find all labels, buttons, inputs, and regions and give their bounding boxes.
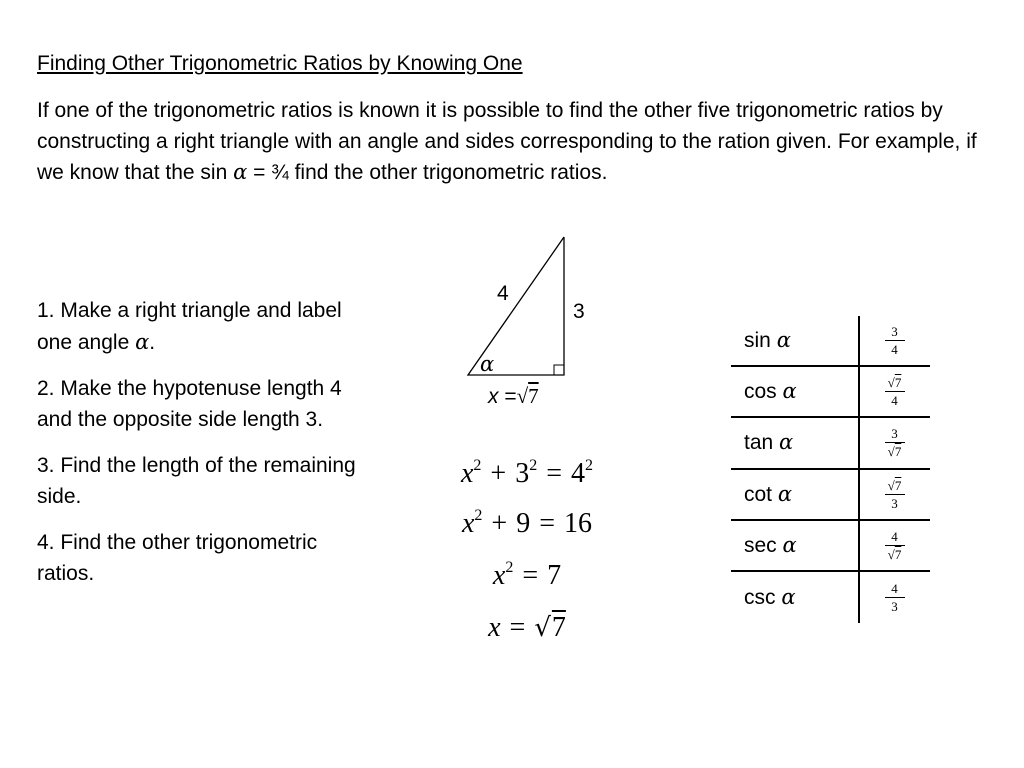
radicand: 7	[894, 546, 902, 562]
step-1-alpha: α	[135, 329, 150, 354]
fn-alpha: α	[781, 585, 796, 610]
intro-alpha: α	[233, 160, 248, 184]
ratio-fn	[731, 379, 859, 404]
ratio-value	[859, 375, 930, 408]
denominator	[888, 547, 902, 562]
steps-list	[37, 296, 367, 605]
fraction-bar	[885, 597, 905, 598]
step-1	[37, 296, 367, 358]
eq2-plus: +	[491, 508, 508, 539]
numerator: 3	[891, 324, 898, 340]
ratio-value	[859, 324, 930, 357]
fn-name: sin	[744, 329, 771, 353]
fn-alpha: α	[777, 481, 793, 506]
right-triangle-diagram	[462, 234, 574, 380]
opposite-side-label: 3	[573, 300, 585, 323]
numerator	[888, 375, 902, 390]
radicand: 7	[894, 477, 902, 493]
numerator: 4	[891, 581, 898, 597]
eq4-c: 7	[551, 612, 566, 643]
denominator: 4	[891, 342, 898, 358]
intro-text-end: = ¾ find the other trigonometric ratios.	[253, 161, 608, 184]
intro-text-start: If one of the trigonometric ratios is known it is possible to find the other five trigonometric ratios by constructing a right triangle with an angle and sides corresponding to the ration given. For example, if we know that the sin	[37, 99, 977, 184]
root-sign: √	[887, 375, 895, 391]
step-3: 3. Find the length of the remaining side.	[37, 454, 356, 508]
fraction-bar	[885, 494, 905, 495]
fraction-bar	[885, 391, 905, 392]
ratio-table	[731, 316, 930, 623]
ratio-row-cos	[731, 367, 930, 418]
adjacent-side-label	[488, 384, 539, 409]
denominator: 3	[891, 495, 898, 511]
ratio-fn	[731, 482, 859, 507]
eq4-root-sign: √	[534, 613, 551, 643]
equation-4	[488, 612, 566, 644]
adjacent-root-value: 7	[528, 384, 539, 408]
root-sign: √	[887, 546, 895, 562]
eq1-b: 3	[515, 458, 530, 489]
ratio-value	[859, 581, 930, 614]
ratio-row-tan	[731, 418, 930, 469]
ratio-value	[859, 478, 930, 511]
equation-3	[493, 560, 561, 592]
eq3-x-exp: 2	[505, 559, 514, 576]
eq2-equals: =	[539, 508, 556, 539]
denominator: 3	[891, 599, 898, 615]
numerator	[888, 478, 902, 493]
ratio-row-sec	[731, 521, 930, 572]
adjacent-root	[517, 384, 539, 408]
ratio-fn	[731, 585, 859, 610]
hypotenuse-label: 4	[497, 282, 509, 305]
eq2-c: 16	[564, 508, 593, 539]
page-heading: Finding Other Trigonometric Ratios by Knowing One	[37, 52, 523, 75]
eq2-x: x	[461, 508, 475, 539]
eq1-x: x	[460, 458, 474, 489]
adjacent-equals: =	[504, 385, 517, 408]
angle-alpha-label: α	[480, 352, 495, 376]
ratio-value	[859, 426, 930, 459]
fn-name: csc	[744, 586, 776, 610]
ratio-row-csc	[731, 572, 930, 623]
numerator: 4	[891, 528, 898, 544]
denominator	[888, 444, 902, 459]
ratio-fn	[731, 328, 859, 353]
root-sign: √	[887, 444, 895, 460]
radicand: 7	[894, 444, 902, 460]
root-sign: √	[887, 477, 895, 493]
eq3-c: 7	[547, 560, 562, 591]
step-1-text: 1. Make a right triangle and label one angle	[37, 299, 342, 354]
eq1-equals: =	[546, 458, 563, 489]
eq1-x-exp: 2	[473, 457, 482, 474]
ratio-value	[859, 529, 930, 562]
eq1-b-exp: 2	[529, 457, 538, 474]
denominator: 4	[891, 393, 898, 409]
fn-name: tan	[744, 431, 774, 455]
fn-alpha: α	[782, 532, 797, 557]
step-2: 2. Make the hypotenuse length 4 and the opposite side length 3.	[37, 377, 342, 431]
right-angle-marker	[554, 365, 564, 375]
fn-name: cot	[744, 482, 773, 506]
eq1-plus: +	[490, 458, 507, 489]
ratio-row-sin	[731, 316, 930, 367]
eq3-equals: =	[522, 560, 539, 591]
radicand: 7	[894, 375, 902, 391]
eq1-c: 4	[571, 458, 586, 489]
adjacent-var: x	[488, 385, 499, 408]
eq4-equals: =	[509, 612, 526, 643]
fn-alpha: α	[776, 328, 791, 353]
ratio-fn	[731, 430, 859, 455]
equation-2	[462, 508, 592, 540]
fraction-bar	[885, 340, 905, 341]
fn-alpha: α	[782, 379, 797, 404]
fn-name: cos	[744, 380, 777, 404]
eq4-x: x	[488, 612, 501, 643]
fn-name: sec	[744, 533, 777, 557]
intro-paragraph	[37, 96, 977, 189]
equation-1	[461, 458, 593, 490]
eq3-x: x	[492, 560, 506, 591]
ratio-row-cot	[731, 470, 930, 521]
numerator: 3	[891, 426, 898, 442]
eq2-b: 9	[516, 508, 531, 539]
fraction-bar	[885, 545, 905, 546]
ratio-fn	[731, 533, 859, 558]
eq2-x-exp: 2	[474, 507, 483, 524]
eq1-c-exp: 2	[585, 457, 594, 474]
fn-alpha: α	[779, 430, 794, 455]
adjacent-root-sign: √	[516, 384, 529, 408]
step-1-suffix: .	[149, 330, 156, 354]
step-4: 4. Find the other trigonometric ratios.	[37, 531, 318, 585]
